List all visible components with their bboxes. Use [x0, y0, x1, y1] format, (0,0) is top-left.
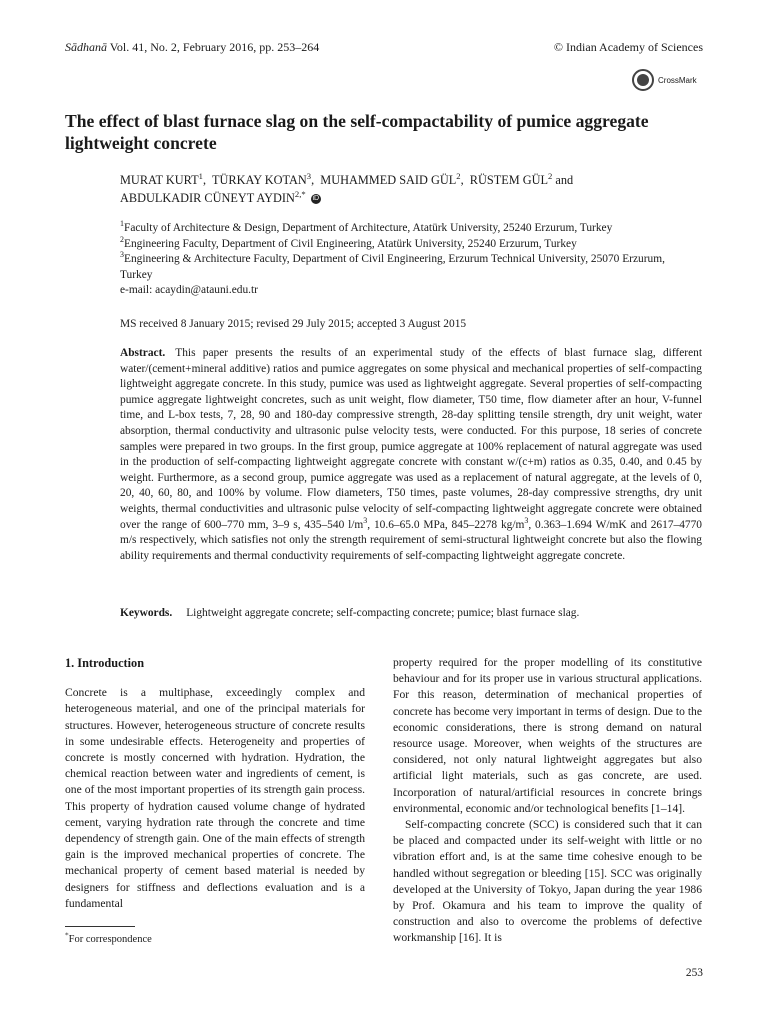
left-column [65, 655, 365, 912]
page-number: 253 [685, 967, 703, 979]
affiliation-item [120, 234, 700, 253]
journal-citation [65, 40, 319, 55]
contact-email[interactable]: e-mail: acaydin@atauni.edu.tr [120, 284, 258, 296]
crossmark-badge[interactable] [632, 68, 722, 92]
footnote-text: For correspondence [68, 934, 152, 945]
abstract [120, 346, 702, 564]
abstract-label: Abstract. [120, 347, 166, 359]
author-affil-mark: 3 [306, 170, 312, 181]
body-paragraph: Self-compacting concrete (SCC) is considered such that it can be placed and compacted under its self-weight with little or no vibration effort and, is at the same time cohesive enough to be handled without segregation or bleeding [15]. SCC was originally developed at the University of Tokyo, Japan during the year 1986 by Prof. Okamura and his team to improve the quality of construction and also to overcome the problems of defective workmanship [16]. It is [393, 818, 702, 945]
keywords [120, 607, 702, 619]
superscript: 3 [363, 515, 368, 525]
orcid-icon[interactable]: iD [312, 195, 320, 203]
footnote-mark: * [65, 930, 69, 940]
author-name: ABDULKADIR CÜNEYT AYDIN [120, 191, 295, 205]
abstract-text: , 10.6–65.0 MPa, 845–2278 kg/m [367, 518, 525, 531]
author-affil-mark: 2 [548, 170, 553, 181]
right-column [393, 655, 702, 947]
affiliation-mark: 1 [120, 219, 124, 229]
journal-name: Sādhanā [65, 40, 107, 54]
abstract-text: This paper presents the results of an experimental study of the effects of blast furnace slag, different water/(cement+mineral additive) ratios and pumice aggregates on some physical and mechanical properties of self-compacting lightweight aggregate concrete. In this study, pumice was used as lightweight aggregate. Several properties of self-compacting pumice aggregate lightweight concretes, such as unit weight, flow diameter, T50 time, flow diameter after an hour, V-funnel time, and L-box tests, 7, 28, 90 and 180-day compressive strength, 28-day splitting tensile strength, dry unit weight, water absorption, thermal conductivity and ultrasonic pulse velocity tests, were conducted. For this purpose, 18 series of concrete samples were prepared in two groups. In the first group, pumice aggregate at 100% replacement of natural aggregate was used in the production of self-compacting lightweight aggregate concrete with constant w/(c+m) ratios as 0.35, 0.40, and 0.45 by weight. Furthermore, as a second group, pumice aggregate was used as a replacement of natural aggregate, at the levels of 0, 20, 40, 60, 80, and 100% by volume. Flow diameters, T50 times, paste volumes, 28-day compressive strengths, dry unit weights, thermal conductivities and ultrasonic pulse velocity of self-compacting lightweight aggregate concrete were obtained over the range of 600–770 mm, 3–9 s, 435–540 l/m [120, 347, 702, 531]
authors-and: and [555, 173, 574, 187]
body-paragraph: property required for the proper modelling of its constitutive behaviour and for its proper use in various structural applications. For this reason, determination of mechanical properties of concrete has become very important in terms of design. Due to the economic considerations, there is strong demand on natural resource usage. Moreover, when weights of the structures are considered, not only natural lightweight aggregates but also artificial light materials, such as gas concrete, are used. Incorporation of natural/artificial resources in concrete brings environmental, economic and/or technological benefits [1–14]. [393, 656, 702, 815]
affiliation-text: Faculty of Architecture & Design, Department of Architecture, Atatürk University, 25240 Erzurum, Turkey [123, 222, 613, 234]
author-list: MURAT KURT$^1$, TÜRKAY KOTAN$^3$, MUHAMMED SAID GÜL$^2$, RÜSTEM GÜL$^2$ and ABDULKADIR CÜNEYT $AYDIN^{2,*}$ iD [120, 170, 574, 205]
keywords-text: Lightweight aggregate concrete; self-compacting concrete; pumice; blast furnace slag. [186, 607, 580, 619]
manuscript-dates: MS received 8 January 2015; revised 29 July 2015; accepted 3 August 2015 [120, 318, 467, 330]
affiliation-text: Engineering Faculty, Department of Civil Engineering, Atatürk University, 25240 Erzurum, Turkey [123, 237, 577, 250]
affiliation-text: Engineering & Architecture Faculty, Department of Civil Engineering, Erzurum Technical University, 25070 Erzurum, Turkey [120, 253, 665, 281]
superscript: 3 [524, 515, 529, 525]
footnote-divider [65, 926, 135, 927]
author-affil-mark: 2 [456, 170, 461, 181]
footnote [65, 930, 152, 945]
crossmark-label: CrossMark [658, 75, 697, 85]
body-paragraph: Concrete is a multiphase, exceedingly complex and heterogeneous material, and one of the principal materials for structures. However, heterogeneous structure of concrete results in some undesirable effects. Heterogeneity and properties of concrete is mostly concerned with hydration. Hydration, the chemical reaction between water and ingredients of cement, is one of the most important properties of its strength gain process. This property of hydration caused volume change of hydrated cement, varying hydration rate through the concrete and time dependency of strength gain. One of the main effects of strength gain is the improved mechanical properties of concrete. The mechanical property of cement based material is needed by designers for stiffness and deflections evaluation and is a fundamental [65, 686, 365, 910]
affiliations [120, 221, 700, 299]
abstract-text: , 0.363–1.694 W/mK and 2617–4770 m/s respectively, which satisfies not only the strength requirement of semi-structural lightweight concrete but also the flowing ability requirements and thermal conductivity requirements of self-compacting lightweight aggregate concrete. [120, 518, 702, 562]
author-name: MUHAMMED SAID GÜL [320, 173, 457, 187]
keywords-label: Keywords. [120, 607, 173, 619]
author-name: MURAT KURT [120, 173, 199, 187]
affiliation-mark: 3 [120, 250, 124, 260]
author-name: RÜSTEM GÜL [469, 173, 549, 187]
crossmark-icon [632, 69, 654, 91]
author-affil-mark: 2,* [294, 188, 306, 199]
journal-volume-info: Vol. 41, No. 2, February 2016, pp. 253–264 [109, 40, 320, 54]
affiliation-item [120, 252, 700, 283]
author-name: TÜRKAY KOTAN [211, 173, 307, 187]
author-affil-mark: 1 [198, 170, 203, 181]
paper-title: The effect of blast furnace slag on the self-compactability of pumice aggregate lightweight concrete [65, 111, 649, 153]
publisher-credit: © Indian Academy of Sciences [553, 40, 703, 54]
affiliation-item [120, 221, 700, 237]
affiliation-mark: 2 [120, 234, 124, 244]
section-heading: 1. Introduction [65, 656, 145, 670]
